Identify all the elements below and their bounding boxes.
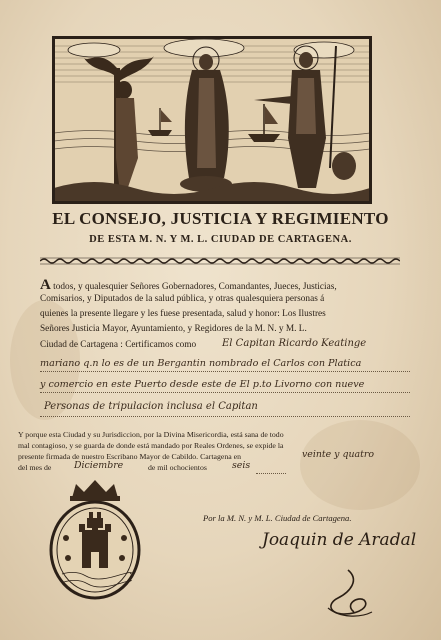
closing-line: Y porque esta Ciudad y su Jurisdiccion, por la Divina Misericordia, está sana de todo — [18, 430, 284, 439]
body-line: A todos, y qualesquier Señores Gobernadores, Comandantes, Jueces, Justicias, — [40, 277, 337, 293]
handwritten-month: Diciembre — [74, 460, 124, 471]
fill-line — [40, 416, 410, 417]
fill-line — [40, 371, 410, 372]
handwritten-year: seis — [232, 460, 251, 471]
ornamental-divider — [40, 257, 400, 265]
fill-line — [256, 473, 286, 474]
body-line: Comisarios, y Diputados de la salud pública, y otras qualesquiera personas á — [40, 294, 325, 304]
handwritten-day: veinte y quatro — [302, 449, 374, 460]
city-seal — [46, 478, 144, 602]
body-line: quienes la presente llegare y les fuese presentada, salud y honor: Los Ilustres — [40, 309, 326, 319]
woodcut-illustration — [52, 36, 372, 204]
handwritten-vessel: mariano q.n lo es de un Bergantin nombrado el Carlos con Platica — [40, 358, 362, 369]
handwritten-origin: y comercio en este Puerto desde este de El p.to Livorno con nueve — [40, 379, 365, 390]
body-line: Señores Justicia Mayor, Ayuntamiento, y Regidores de la M. N. y M. L. — [40, 324, 307, 334]
handwritten-captain: El Capitan Ricardo Keatinge — [222, 338, 367, 349]
fill-line — [40, 392, 410, 393]
closing-line: mal contagioso, y se guarda de donde está mandado por Reales Ordenes, se expide la — [18, 441, 284, 450]
signature-rubric — [320, 568, 376, 620]
closing-year-label: de mil ochocientos — [148, 463, 207, 472]
body-line: Ciudad de Cartagena : Certificamos como — [40, 340, 197, 350]
authority-line: Por la M. N. y M. L. Ciudad de Cartagena. — [203, 513, 352, 523]
document-subtitle: DE ESTA M. N. Y M. L. CIUDAD DE CARTAGENA. — [89, 234, 352, 245]
drop-cap: A — [40, 277, 51, 293]
closing-month-label: del mes de — [18, 463, 52, 472]
document-title: EL CONSEJO, JUSTICIA Y REGIMIENTO — [52, 209, 389, 228]
closing-line: presente firmada de nuestro Escribano Mayor de Cabildo. Cartagena en — [18, 452, 241, 461]
handwritten-crew: Personas de tripulacion inclusa el Capitan — [44, 401, 258, 412]
signature: Joaquin de Aradal — [262, 530, 417, 550]
